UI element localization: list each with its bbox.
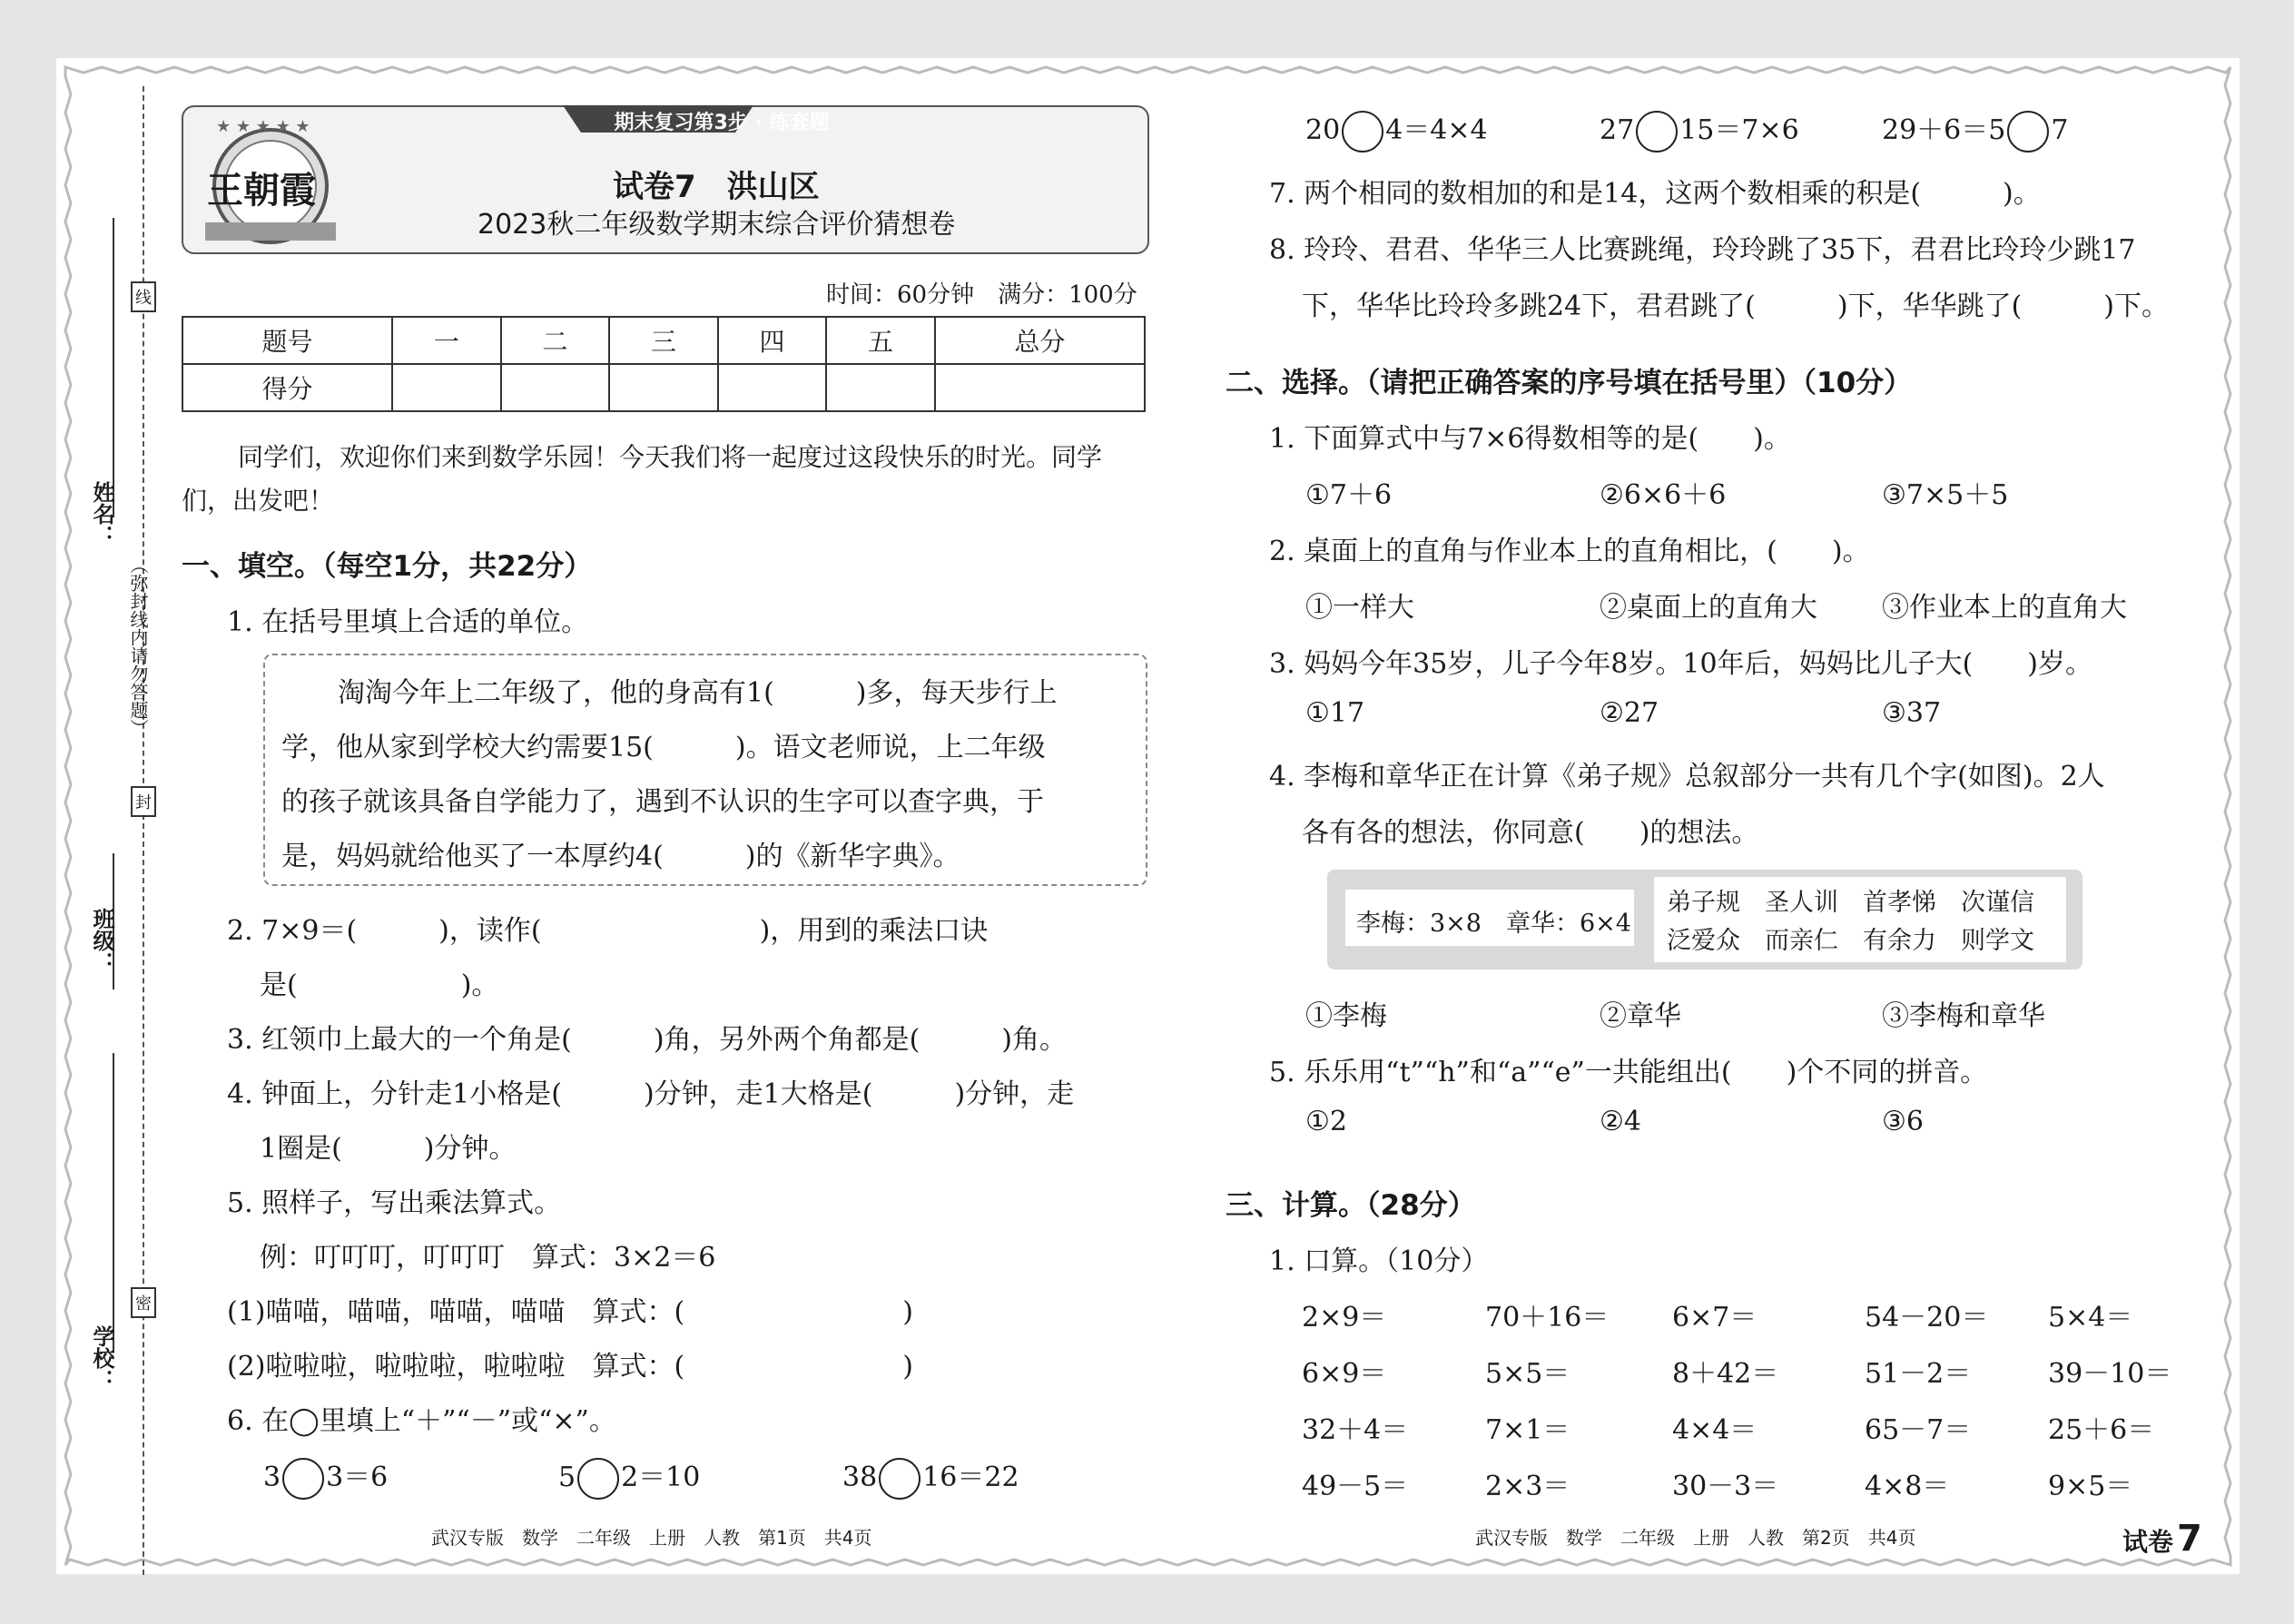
paper-subtitle: 2023秋二年级数学期末综合评价猜想卷 — [478, 209, 956, 241]
score-cell[interactable] — [392, 364, 501, 411]
calc-prompt: 1. 口算。（10分） — [1269, 1245, 1489, 1277]
q8-line-1: 8. 玲玲、君君、华华三人比赛跳绳，玲玲跳了35下，君君比玲玲少跳17 — [1269, 234, 2136, 266]
q6-item — [842, 1454, 1019, 1500]
score-header: 二 — [501, 317, 610, 364]
choice-option: ①一样大 — [1305, 592, 1414, 624]
choice-2: 2. 桌面上的直角与作业本上的直角相比，( )。 — [1269, 536, 1870, 567]
passage-line: 淘淘今年上二年级了，他的身高有1( )多，每天步行上 — [338, 677, 1058, 709]
intro-line-2: 们，出发吧！ — [182, 486, 335, 516]
mental-math-item: 39－10＝ — [2048, 1358, 2172, 1390]
mental-math-item: 65－7＝ — [1865, 1414, 1972, 1446]
score-row-label: 得分 — [182, 364, 392, 411]
q6-left: 20 — [1305, 114, 1341, 146]
choice-1: 1. 下面算式中与7×6得数相等的是( )。 — [1269, 423, 1791, 455]
badge-number: 7 — [2177, 1518, 2202, 1560]
q6-item — [1882, 107, 2068, 153]
choice-option: ③37 — [1882, 697, 1942, 729]
score-header: 三 — [609, 317, 718, 364]
mental-math-item: 9×5＝ — [2048, 1471, 2133, 1502]
binding-feng: 封 — [131, 786, 156, 817]
mental-math-item: 54－20＝ — [1865, 1302, 1989, 1334]
q3: 3. 红领巾上最大的一个角是( )角，另外两个角都是( )角。 — [227, 1024, 1067, 1056]
operator-circle[interactable] — [1636, 111, 1678, 153]
mental-math-item: 25＋6＝ — [2048, 1414, 2155, 1446]
choice-5: 5. 乐乐用“t”“h”和“a”“e”一共能组出( )个不同的拼音。 — [1269, 1057, 1988, 1088]
q4-line-1: 4. 钟面上，分针走1小格是( )分钟，走1大格是( )分钟，走 — [227, 1078, 1075, 1110]
score-cell[interactable] — [501, 364, 610, 411]
q2-line-1: 2. 7×9＝( )，读作( )，用到的乘法口诀 — [227, 915, 989, 947]
q6-right: 15＝7×6 — [1679, 114, 1799, 146]
choice-option: ③李梅和章华 — [1882, 1000, 2045, 1032]
q5-prompt: 5. 照样子，写出乘法算式。 — [227, 1187, 562, 1219]
choice-option: ②6×6＋6 — [1600, 479, 1727, 511]
school-line — [113, 1053, 114, 1353]
name-label: 姓名： — [89, 481, 114, 546]
score-header: 一 — [392, 317, 501, 364]
mental-math-item: 6×9＝ — [1302, 1358, 1387, 1390]
choice-option: ②桌面上的直角大 — [1600, 592, 1817, 624]
score-cell[interactable] — [935, 364, 1145, 411]
mental-math-item: 6×7＝ — [1672, 1302, 1757, 1334]
section-2-title: 二、选择。（请把正确答案的序号填在括号里）（10分） — [1226, 367, 1913, 399]
q6-prompt: 6. 在◯里填上“＋”“－”或“×”。 — [227, 1405, 616, 1437]
q5-example: 例：叮叮叮，叮叮叮 算式：3×2＝6 — [260, 1242, 716, 1274]
q6-left: 38 — [842, 1462, 878, 1493]
q4-line-2: 1圈是( )分钟。 — [260, 1133, 517, 1165]
mental-math-item: 7×1＝ — [1485, 1414, 1570, 1446]
section-3-title: 三、计算。（28分） — [1226, 1189, 1476, 1222]
choice-option: ①2 — [1305, 1106, 1347, 1137]
choice-option: ①李梅 — [1305, 1000, 1387, 1032]
operator-circle[interactable] — [577, 1458, 619, 1500]
score-cell[interactable] — [609, 364, 718, 411]
choice-option: ③7×5＋5 — [1882, 479, 2009, 511]
choice-4-line-2: 各有各的想法，你同意( )的想法。 — [1302, 817, 1759, 849]
q6-left: 3 — [263, 1462, 281, 1493]
score-cell[interactable] — [826, 364, 935, 411]
q6-item — [1600, 107, 1799, 153]
mental-math-item: 70＋16＝ — [1485, 1302, 1610, 1334]
q5-item-1: (1)喵喵，喵喵，喵喵，喵喵 算式：( ) — [227, 1296, 913, 1328]
mental-math-item: 2×9＝ — [1302, 1302, 1387, 1334]
q6-item — [558, 1454, 700, 1500]
footer-badge — [2122, 1518, 2202, 1560]
intro-line-1: 同学们，欢迎你们来到数学乐园！今天我们将一起度过这段快乐的时光。同学 — [238, 442, 1103, 472]
choice-option: ③作业本上的直角大 — [1882, 592, 2127, 624]
score-header: 五 — [826, 317, 935, 364]
q6-right: 3＝6 — [326, 1462, 389, 1493]
q6-item — [1305, 107, 1488, 153]
dizigui-line: 弟子规 圣人训 首孝悌 次谨信 — [1667, 889, 2034, 917]
choice-option: ②章华 — [1600, 1000, 1681, 1032]
choice-option: ①17 — [1305, 697, 1365, 729]
footer-left: 武汉专版 数学 二年级 上册 人教 第1页 共4页 — [431, 1527, 872, 1549]
choice-3: 3. 妈妈今年35岁，儿子今年8岁。10年后，妈妈比儿子大( )岁。 — [1269, 648, 2093, 680]
header-banner: 期末复习第3步 · 练套题 — [614, 112, 830, 134]
binding-note: （弥封线内请勿答题） — [127, 556, 149, 737]
q6-left: 27 — [1600, 114, 1635, 146]
q6-left: 5 — [558, 1462, 576, 1493]
choice-option: ②4 — [1600, 1106, 1641, 1137]
q1-prompt: 1. 在括号里填上合适的单位。 — [227, 606, 589, 638]
q7: 7. 两个相同的数相加的和是14，这两个数相乘的积是( )。 — [1269, 178, 2041, 210]
dizigui-line: 泛爱众 而亲仁 有余力 则学文 — [1667, 927, 2034, 955]
class-label: 班级： — [89, 908, 114, 973]
school-label: 学校： — [89, 1325, 114, 1391]
time-score: 时间：60分钟 满分：100分 — [826, 281, 1137, 309]
choice-option: ③6 — [1882, 1106, 1924, 1137]
mental-math-item: 30－3＝ — [1672, 1471, 1779, 1502]
mental-math-item: 2×3＝ — [1485, 1471, 1570, 1502]
mental-math-item: 5×4＝ — [2048, 1302, 2133, 1334]
badge-label: 试卷 — [2122, 1527, 2174, 1557]
operator-circle[interactable] — [879, 1458, 921, 1500]
q6-right: 4＝4×4 — [1385, 114, 1488, 146]
calc-method-text: 李梅：3×8 章华：6×4 — [1356, 910, 1631, 938]
mental-math-item: 4×8＝ — [1865, 1471, 1950, 1502]
score-header: 题号 — [182, 317, 392, 364]
mental-math-item: 4×4＝ — [1672, 1414, 1757, 1446]
passage-line: 是，妈妈就给他买了一本厚约4( )的《新华字典》。 — [281, 841, 960, 872]
svg-text:★ ★ ★ ★ ★: ★ ★ ★ ★ ★ — [216, 117, 310, 136]
q2-line-2: 是( )。 — [260, 969, 499, 1001]
q6-left: 29＋6＝5 — [1882, 114, 2006, 146]
mental-math-item: 49－5＝ — [1302, 1471, 1409, 1502]
q6-item — [263, 1454, 388, 1500]
q6-right: 16＝22 — [922, 1462, 1019, 1493]
q8-line-2: 下，华华比玲玲多跳24下，君君跳了( )下，华华跳了( )下。 — [1302, 290, 2169, 322]
q6-right: 7 — [2051, 114, 2069, 146]
passage-line: 学，他从家到学校大约需要15( )。语文老师说，上二年级 — [281, 732, 1046, 763]
operator-circle[interactable] — [282, 1458, 324, 1500]
logo-text: 王朝霞 — [207, 169, 316, 212]
choice-4-line-1: 4. 李梅和章华正在计算《弟子规》总叙部分一共有几个字(如图)。2人 — [1269, 761, 2105, 792]
q5-item-2: (2)啦啦啦，啦啦啦，啦啦啦 算式：( ) — [227, 1351, 913, 1383]
binding-mi: 密 — [131, 1287, 156, 1318]
binding-xian: 线 — [131, 281, 156, 312]
choice-option: ①7＋6 — [1305, 479, 1393, 511]
mental-math-item: 32＋4＝ — [1302, 1414, 1409, 1446]
passage-line: 的孩子就该具备自学能力了，遇到不认识的生字可以查字典，于 — [281, 786, 1044, 818]
footer-right: 武汉专版 数学 二年级 上册 人教 第2页 共4页 — [1475, 1527, 1916, 1549]
score-header: 总分 — [935, 317, 1145, 364]
score-table — [182, 316, 1146, 412]
choice-option: ②27 — [1600, 697, 1659, 729]
mental-math-item: 5×5＝ — [1485, 1358, 1570, 1390]
q6-right: 2＝10 — [621, 1462, 701, 1493]
paper-title: 试卷7 洪山区 — [613, 169, 820, 205]
name-line — [113, 218, 114, 517]
section-1-title: 一、填空。（每空1分，共22分） — [182, 550, 593, 583]
mental-math-item: 51－2＝ — [1865, 1358, 1972, 1390]
operator-circle[interactable] — [2007, 111, 2049, 153]
mental-math-item: 8＋42＝ — [1672, 1358, 1779, 1390]
score-cell[interactable] — [718, 364, 827, 411]
operator-circle[interactable] — [1342, 111, 1383, 153]
score-header: 四 — [718, 317, 827, 364]
